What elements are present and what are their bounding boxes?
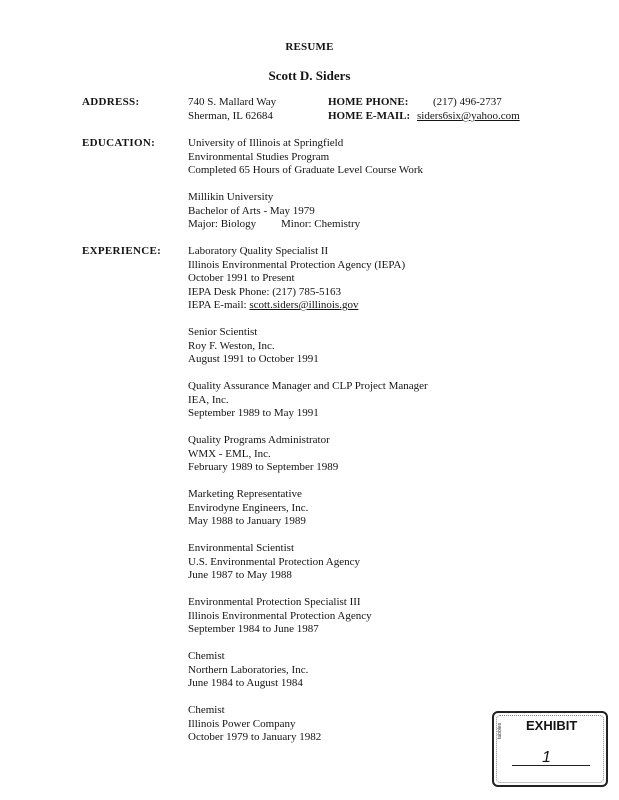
- education-line: University of Illinois at Springfield: [188, 137, 344, 149]
- job-dates: June 1984 to August 1984: [188, 677, 303, 689]
- iepa-email-prefix: IEPA E-mail:: [188, 299, 250, 311]
- education-line: Millikin University: [188, 191, 274, 203]
- job-employer: WMX - EML, Inc.: [188, 448, 271, 460]
- candidate-name: Scott D. Siders: [268, 68, 351, 83]
- job-employer: Envirodyne Engineers, Inc.: [188, 502, 309, 514]
- job-dates: February 1989 to September 1989: [188, 461, 339, 473]
- job-title: Chemist: [188, 704, 225, 716]
- education-line: Environmental Studies Program: [188, 151, 330, 163]
- experience-line: Laboratory Quality Specialist II: [188, 245, 329, 257]
- iepa-email-row: [188, 299, 358, 311]
- job-employer: U.S. Environmental Protection Agency: [188, 556, 360, 568]
- job-dates: September 1989 to May 1991: [188, 407, 319, 419]
- job-dates: August 1991 to October 1991: [188, 353, 319, 365]
- exhibit-number-line: [512, 765, 590, 766]
- document-title: RESUME: [285, 41, 334, 53]
- job-title: Marketing Representative: [188, 488, 302, 500]
- job-employer: Illinois Power Company: [188, 718, 296, 730]
- experience-heading: EXPERIENCE:: [82, 245, 162, 257]
- experience-line: Illinois Environmental Protection Agency (IEPA): [188, 259, 406, 271]
- minor: Minor: Chemistry: [281, 218, 361, 230]
- home-phone-value: (217) 496-2737: [433, 96, 502, 108]
- experience-line: IEPA Desk Phone: (217) 785-5163: [188, 286, 341, 298]
- job-dates: June 1987 to May 1988: [188, 569, 292, 581]
- home-email-link[interactable]: siders6six@yahoo.com: [417, 110, 520, 122]
- job-employer: Roy F. Weston, Inc.: [188, 340, 275, 352]
- home-phone-label: HOME PHONE:: [328, 96, 409, 108]
- job-dates: October 1979 to January 1982: [188, 731, 322, 743]
- job-employer: Northern Laboratories, Inc.: [188, 664, 309, 676]
- job-title: Environmental Protection Specialist III: [188, 596, 361, 608]
- job-title: Senior Scientist: [188, 326, 258, 338]
- address-line-2: Sherman, IL 62684: [188, 110, 273, 122]
- exhibit-number: 1: [542, 749, 551, 766]
- job-title: Chemist: [188, 650, 225, 662]
- exhibit-label: EXHIBIT: [526, 718, 578, 733]
- job-title: Quality Programs Administrator: [188, 434, 330, 446]
- job-dates: September 1984 to June 1987: [188, 623, 319, 635]
- job-title: Quality Assurance Manager and CLP Project Manager: [188, 380, 428, 392]
- job-dates: May 1988 to January 1989: [188, 515, 306, 527]
- education-heading: EDUCATION:: [82, 137, 156, 149]
- home-email-label: HOME E-MAIL:: [328, 110, 411, 122]
- experience-line: October 1991 to Present: [188, 272, 295, 284]
- job-employer: Illinois Environmental Protection Agency: [188, 610, 372, 622]
- exhibit-sticker: [492, 711, 608, 787]
- exhibit-side-text: tabbles: [497, 722, 503, 739]
- address-line-1: 740 S. Mallard Way: [188, 96, 277, 108]
- iepa-email-link[interactable]: scott.siders@illinois.gov: [249, 299, 359, 311]
- address-heading: ADDRESS:: [82, 96, 140, 108]
- major-minor-row: [188, 218, 361, 230]
- job-title: Environmental Scientist: [188, 542, 295, 554]
- education-line: Bachelor of Arts - May 1979: [188, 205, 315, 217]
- major: Major: Biology: [188, 218, 257, 230]
- job-employer: IEA, Inc.: [188, 394, 229, 406]
- education-line: Completed 65 Hours of Graduate Level Course Work: [188, 164, 424, 176]
